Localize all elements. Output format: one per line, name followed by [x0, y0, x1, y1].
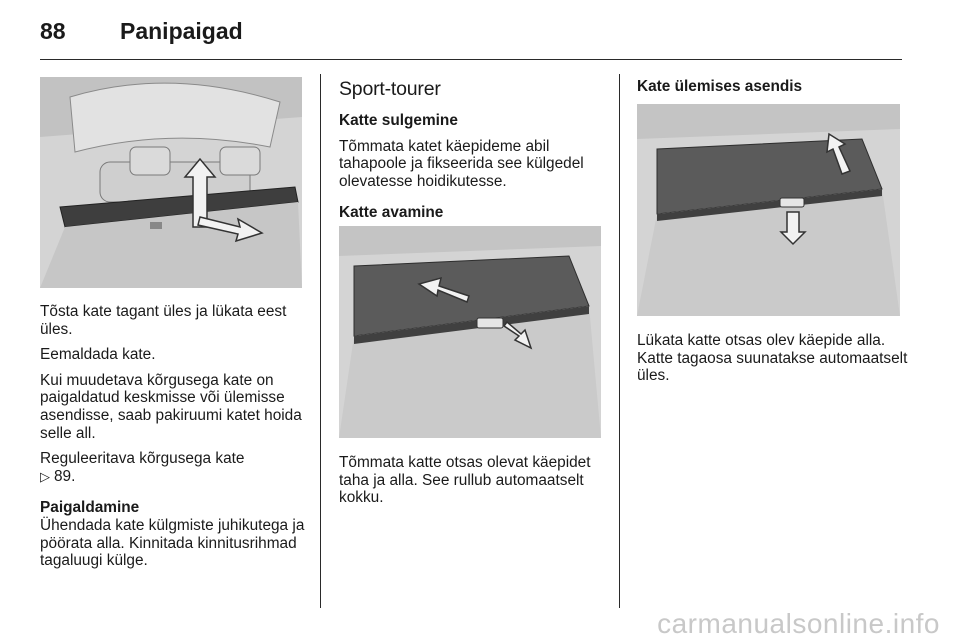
paragraph: Kui muudetava kõrgusega kate on paigaldatud keskmisse või ülemisse asendisse, saab pakiruumi katet hoida selle all.	[40, 371, 302, 442]
column-2-text	[339, 112, 609, 230]
cover-open-illustration	[339, 226, 601, 438]
cross-reference	[40, 450, 312, 485]
column-1-text	[40, 303, 312, 578]
page-reference[interactable]: 89.	[54, 467, 76, 485]
subheading: Katte avamine	[339, 204, 444, 222]
caption-text: Lükata katte otsas olev käepide alla. Katte tagaosa suunatakse automaatselt üles.	[637, 332, 908, 385]
paragraph: Tõmmata katet käepideme abil tahapoole ja fikseerida see külgedel olevatesse hoidikutesse.	[339, 137, 584, 190]
watermark: carmanualsonline.info	[657, 608, 940, 639]
chapter-title: Panipaigad	[120, 18, 243, 44]
arrow-ref-icon: ▷	[40, 468, 50, 484]
column-3-heading	[637, 78, 909, 104]
column-divider	[619, 74, 620, 608]
paragraph: Reguleeritava kõrgusega kate	[40, 450, 245, 468]
column-divider	[320, 74, 321, 608]
subheading: Kate ülemises asendis	[637, 78, 803, 95]
paragraph: Eemaldada kate.	[40, 346, 156, 364]
header-rule	[40, 59, 902, 60]
column-2-caption	[339, 454, 609, 515]
cover-upper-position-illustration	[637, 104, 900, 316]
page-number: 88	[40, 18, 66, 44]
subheading: Katte sulgemine	[339, 112, 458, 129]
cover-lift-illustration	[40, 77, 302, 288]
caption-text: Tõmmata katte otsas olevat käepidet taha ja alla. See rullub automaatselt kokku.	[339, 454, 591, 507]
section-title: Sport-tourer	[339, 78, 441, 100]
paragraph: Ühendada kate külgmiste juhikutega ja pöörata alla. Kinnitada kinnitusrihmad tagaluugi külge.	[40, 516, 305, 570]
caption-text: Tõsta kate tagant üles ja lükata eest üles.	[40, 303, 287, 338]
column-3-caption	[637, 332, 909, 393]
subheading: Paigaldamine	[40, 499, 140, 517]
